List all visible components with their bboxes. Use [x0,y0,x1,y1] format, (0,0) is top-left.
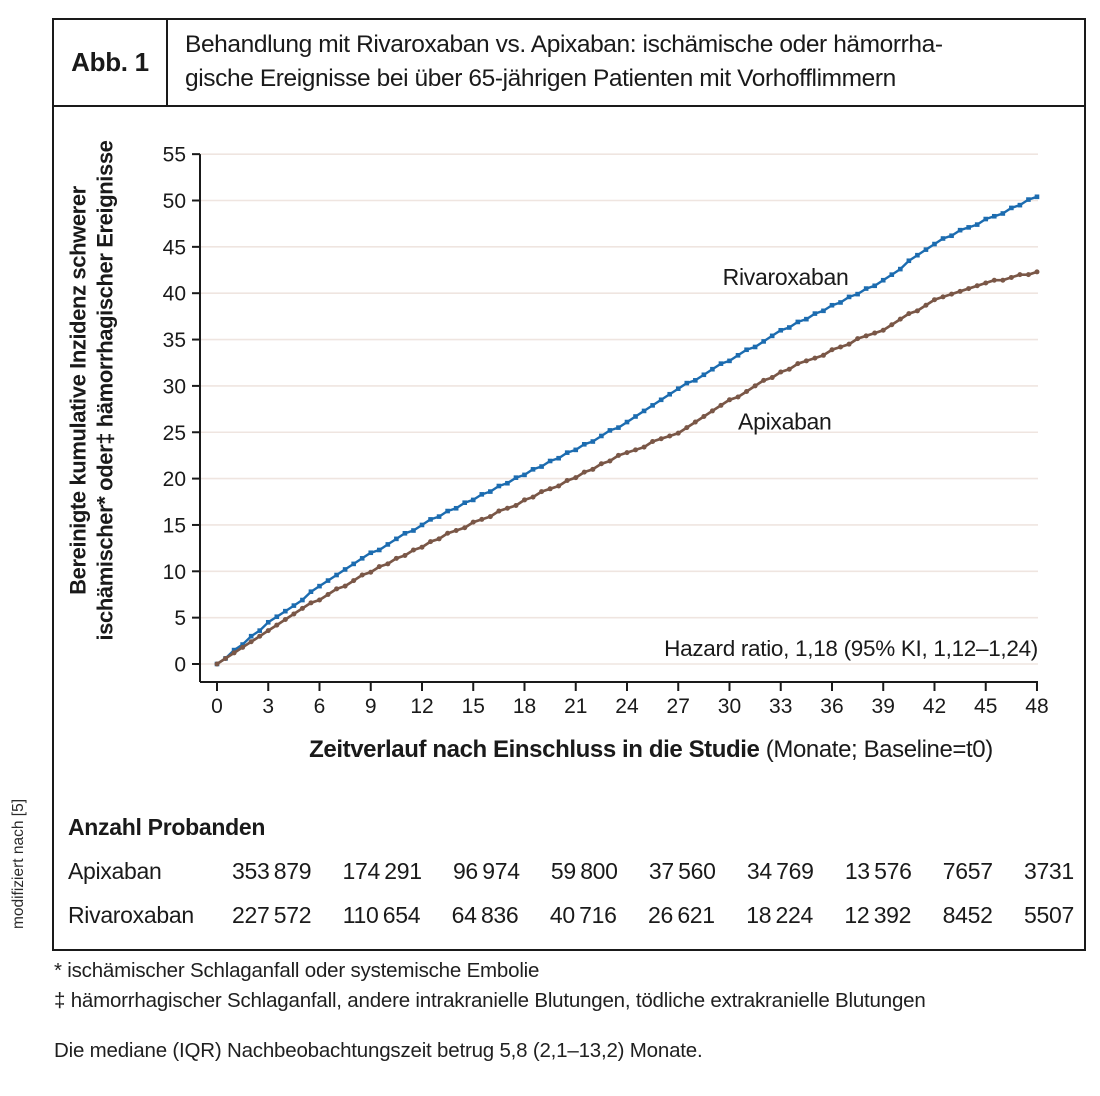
svg-text:21: 21 [564,695,588,717]
figure-title-line-2: gische Ereignisse bei über 65-jährigen Patienten mit Vorhofflimmern [185,64,896,92]
risk-row-values [232,902,1074,929]
svg-text:48: 48 [1025,695,1049,717]
svg-text:33: 33 [769,695,793,717]
risk-row-label: Rivaroxaban [68,902,194,928]
risk-value: 13 576 [844,858,912,884]
y-axis-label-line-1: Bereinigte kumulative Inzidenz schwerer [65,185,91,595]
risk-value: 96 974 [452,858,520,884]
figure-title [168,20,1084,105]
svg-text:42: 42 [922,695,947,717]
x-axis-title [52,736,1100,764]
svg-text:12: 12 [410,695,434,717]
risk-value: 353 879 [232,858,312,884]
svg-text:36: 36 [820,695,844,717]
svg-text:0: 0 [211,695,223,717]
svg-text:18: 18 [512,695,537,717]
svg-text:27: 27 [666,695,690,717]
svg-text:5: 5 [174,607,186,631]
svg-text:30: 30 [162,375,186,399]
line-chart [52,105,1086,717]
risk-value: 64 836 [451,902,519,928]
risk-value: 40 716 [549,902,617,928]
risk-value: 18 224 [746,902,813,928]
footnote-asterisk: * ischämischer Schlaganfall oder systemische Embolie [54,959,540,982]
risk-value: 110 654 [342,902,421,928]
svg-text:10: 10 [162,560,186,584]
risk-value: 3731 [1023,858,1074,884]
risk-row-values [232,858,1074,885]
figure-header [54,20,1084,107]
y-axis-label-line-2: ischämischer* oder‡ hämorrhagischer Ereignisse [92,139,117,641]
figure-title-line-1: Behandlung mit Rivaroxaban vs. Apixaban: ischämische oder hämorrha- [185,31,943,58]
risk-row-label: Apixaban [68,858,162,884]
svg-text:15: 15 [461,695,485,717]
risk-value: 26 621 [648,902,715,928]
risk-table-title: Anzahl Probanden [68,814,266,840]
svg-text:9: 9 [364,695,377,717]
risk-value: 59 800 [550,858,618,884]
footnote-followup: Die mediane (IQR) Nachbeobachtungszeit betrug 5,8 (2,1–13,2) Monate. [54,1039,703,1062]
series-label-apixaban: Apixaban [738,408,832,435]
footnote-dagger: ‡ hämorrhagischer Schlaganfall, andere intrakranielle Blutungen, tödliche extrakranielle Blutungen [54,989,926,1012]
svg-text:3: 3 [262,695,275,717]
risk-value: 34 769 [746,858,814,884]
svg-text:25: 25 [162,421,186,445]
svg-text:45: 45 [162,236,186,260]
risk-table-row-apixaban [68,858,1074,885]
svg-text:40: 40 [162,282,186,306]
figure-tag: Abb. 1 [71,47,149,77]
x-axis-title-note: (Monate; Baseline=t0) [759,736,993,763]
svg-text:55: 55 [162,143,186,167]
svg-text:45: 45 [974,695,998,717]
svg-text:20: 20 [162,468,186,492]
svg-text:15: 15 [162,514,186,538]
x-axis-title-bold: Zeitverlauf nach Einschluss in die Studie [309,736,760,763]
risk-value: 7657 [942,858,993,884]
risk-value: 12 392 [844,902,912,928]
svg-text:24: 24 [615,695,639,717]
risk-value: 227 572 [232,902,312,928]
svg-text:39: 39 [871,695,895,717]
svg-text:50: 50 [162,190,186,213]
svg-text:0: 0 [174,653,186,677]
svg-text:6: 6 [313,695,326,717]
svg-text:30: 30 [717,695,742,717]
risk-table-row-rivaroxaban [68,902,1074,929]
series-label-rivaroxaban: Rivaroxaban [722,263,849,290]
risk-value: 37 560 [648,858,716,884]
risk-value: 8452 [942,902,993,928]
risk-value: 5507 [1023,902,1074,928]
hazard-ratio-annotation: Hazard ratio, 1,18 (95% KI, 1,12–1,24) [664,636,1038,661]
figure-tag-cell [54,20,168,105]
svg-text:35: 35 [162,329,186,353]
risk-value: 174 291 [342,858,422,884]
source-note: modifiziert nach [5] [10,798,27,930]
